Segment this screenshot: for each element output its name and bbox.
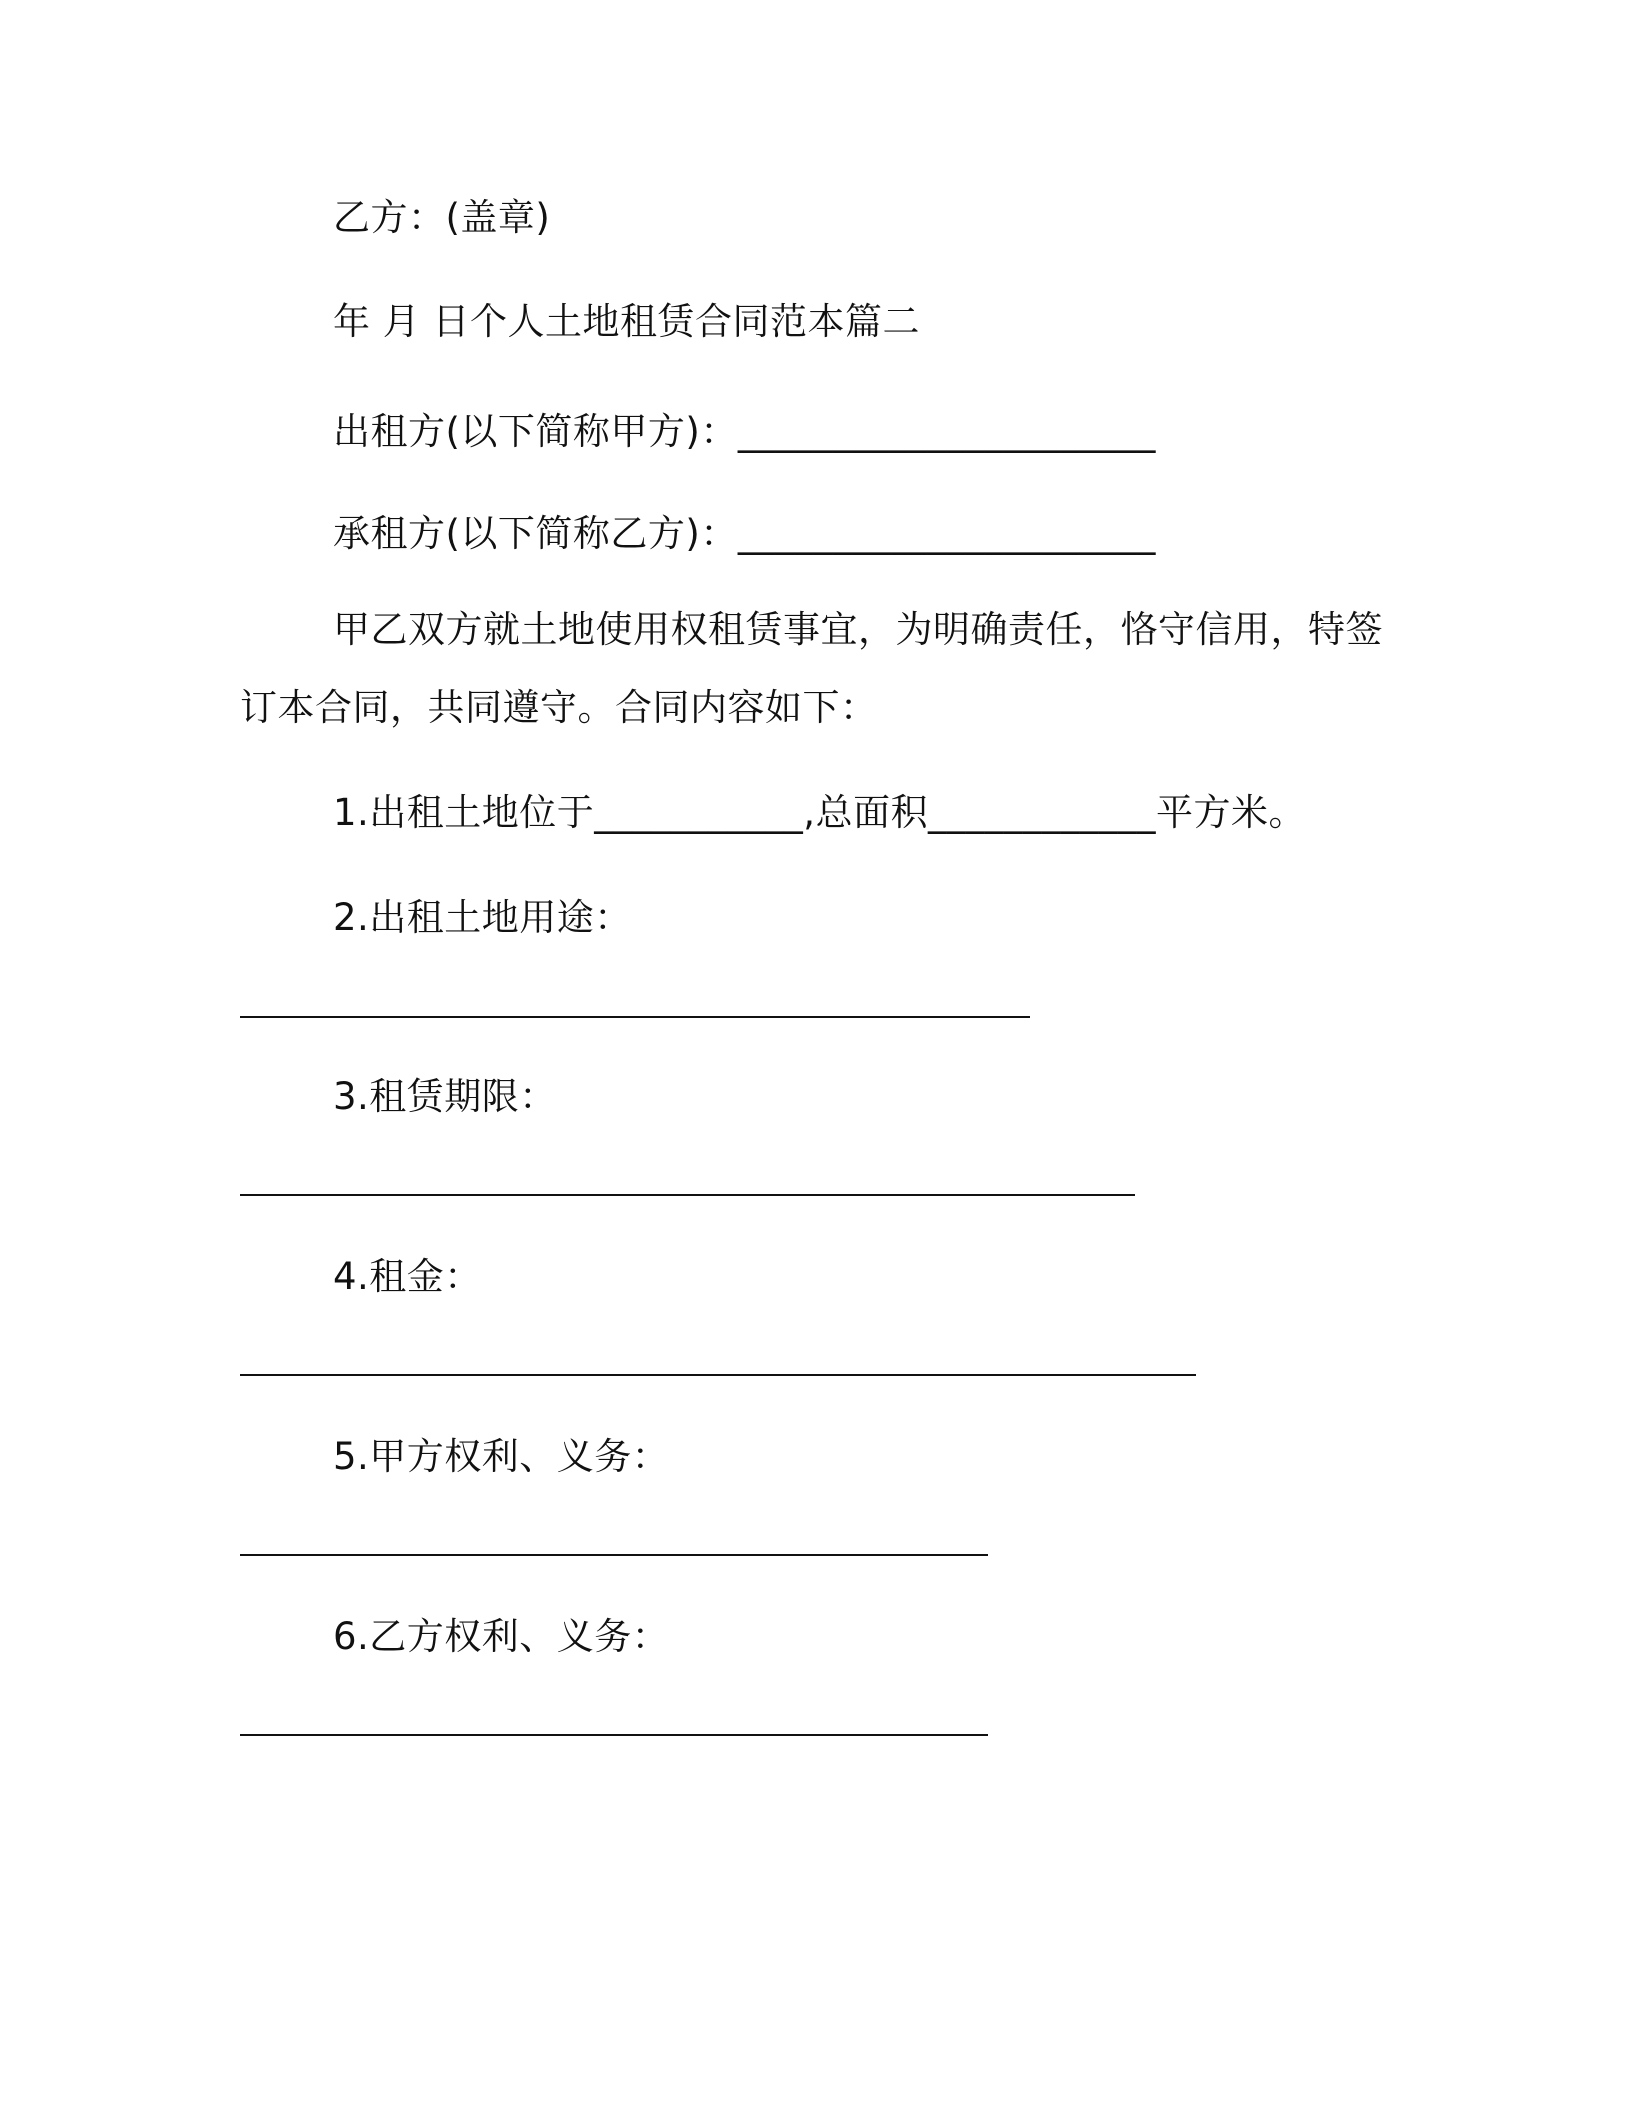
clause-3-lease-term: 3.租赁期限：	[333, 1075, 557, 1118]
intro-paragraph-line-1: 甲乙双方就土地使用权租赁事宜，为明确责任，恪守信用，特签	[333, 608, 1383, 651]
clause-5-blank-line	[240, 1554, 988, 1556]
clause-3-blank-line	[240, 1194, 1135, 1196]
clause-5-party-a-rights: 5.甲方权利、义务：	[333, 1435, 670, 1478]
clause-6-blank-line	[240, 1734, 988, 1736]
clause-1-location-area: 1.出租土地位于___________,总面积____________平方米。	[333, 791, 1307, 834]
intro-paragraph-line-2: 订本合同，共同遵守。合同内容如下：	[240, 686, 878, 729]
party-b-seal-line: 乙方：(盖章)	[333, 196, 551, 239]
lessor-line: 出租方(以下简称甲方)：______________________	[333, 410, 1156, 453]
lessee-line: 承租方(以下简称乙方)：______________________	[333, 512, 1156, 555]
clause-2-land-use: 2.出租土地用途：	[333, 896, 632, 939]
clause-4-rent: 4.租金：	[333, 1255, 482, 1298]
clause-4-blank-line	[240, 1374, 1196, 1376]
date-and-section-title: 年 月 日个人土地租赁合同范本篇二	[333, 300, 921, 343]
clause-2-blank-line	[240, 1016, 1030, 1018]
clause-6-party-b-rights: 6.乙方权利、义务：	[333, 1615, 670, 1658]
